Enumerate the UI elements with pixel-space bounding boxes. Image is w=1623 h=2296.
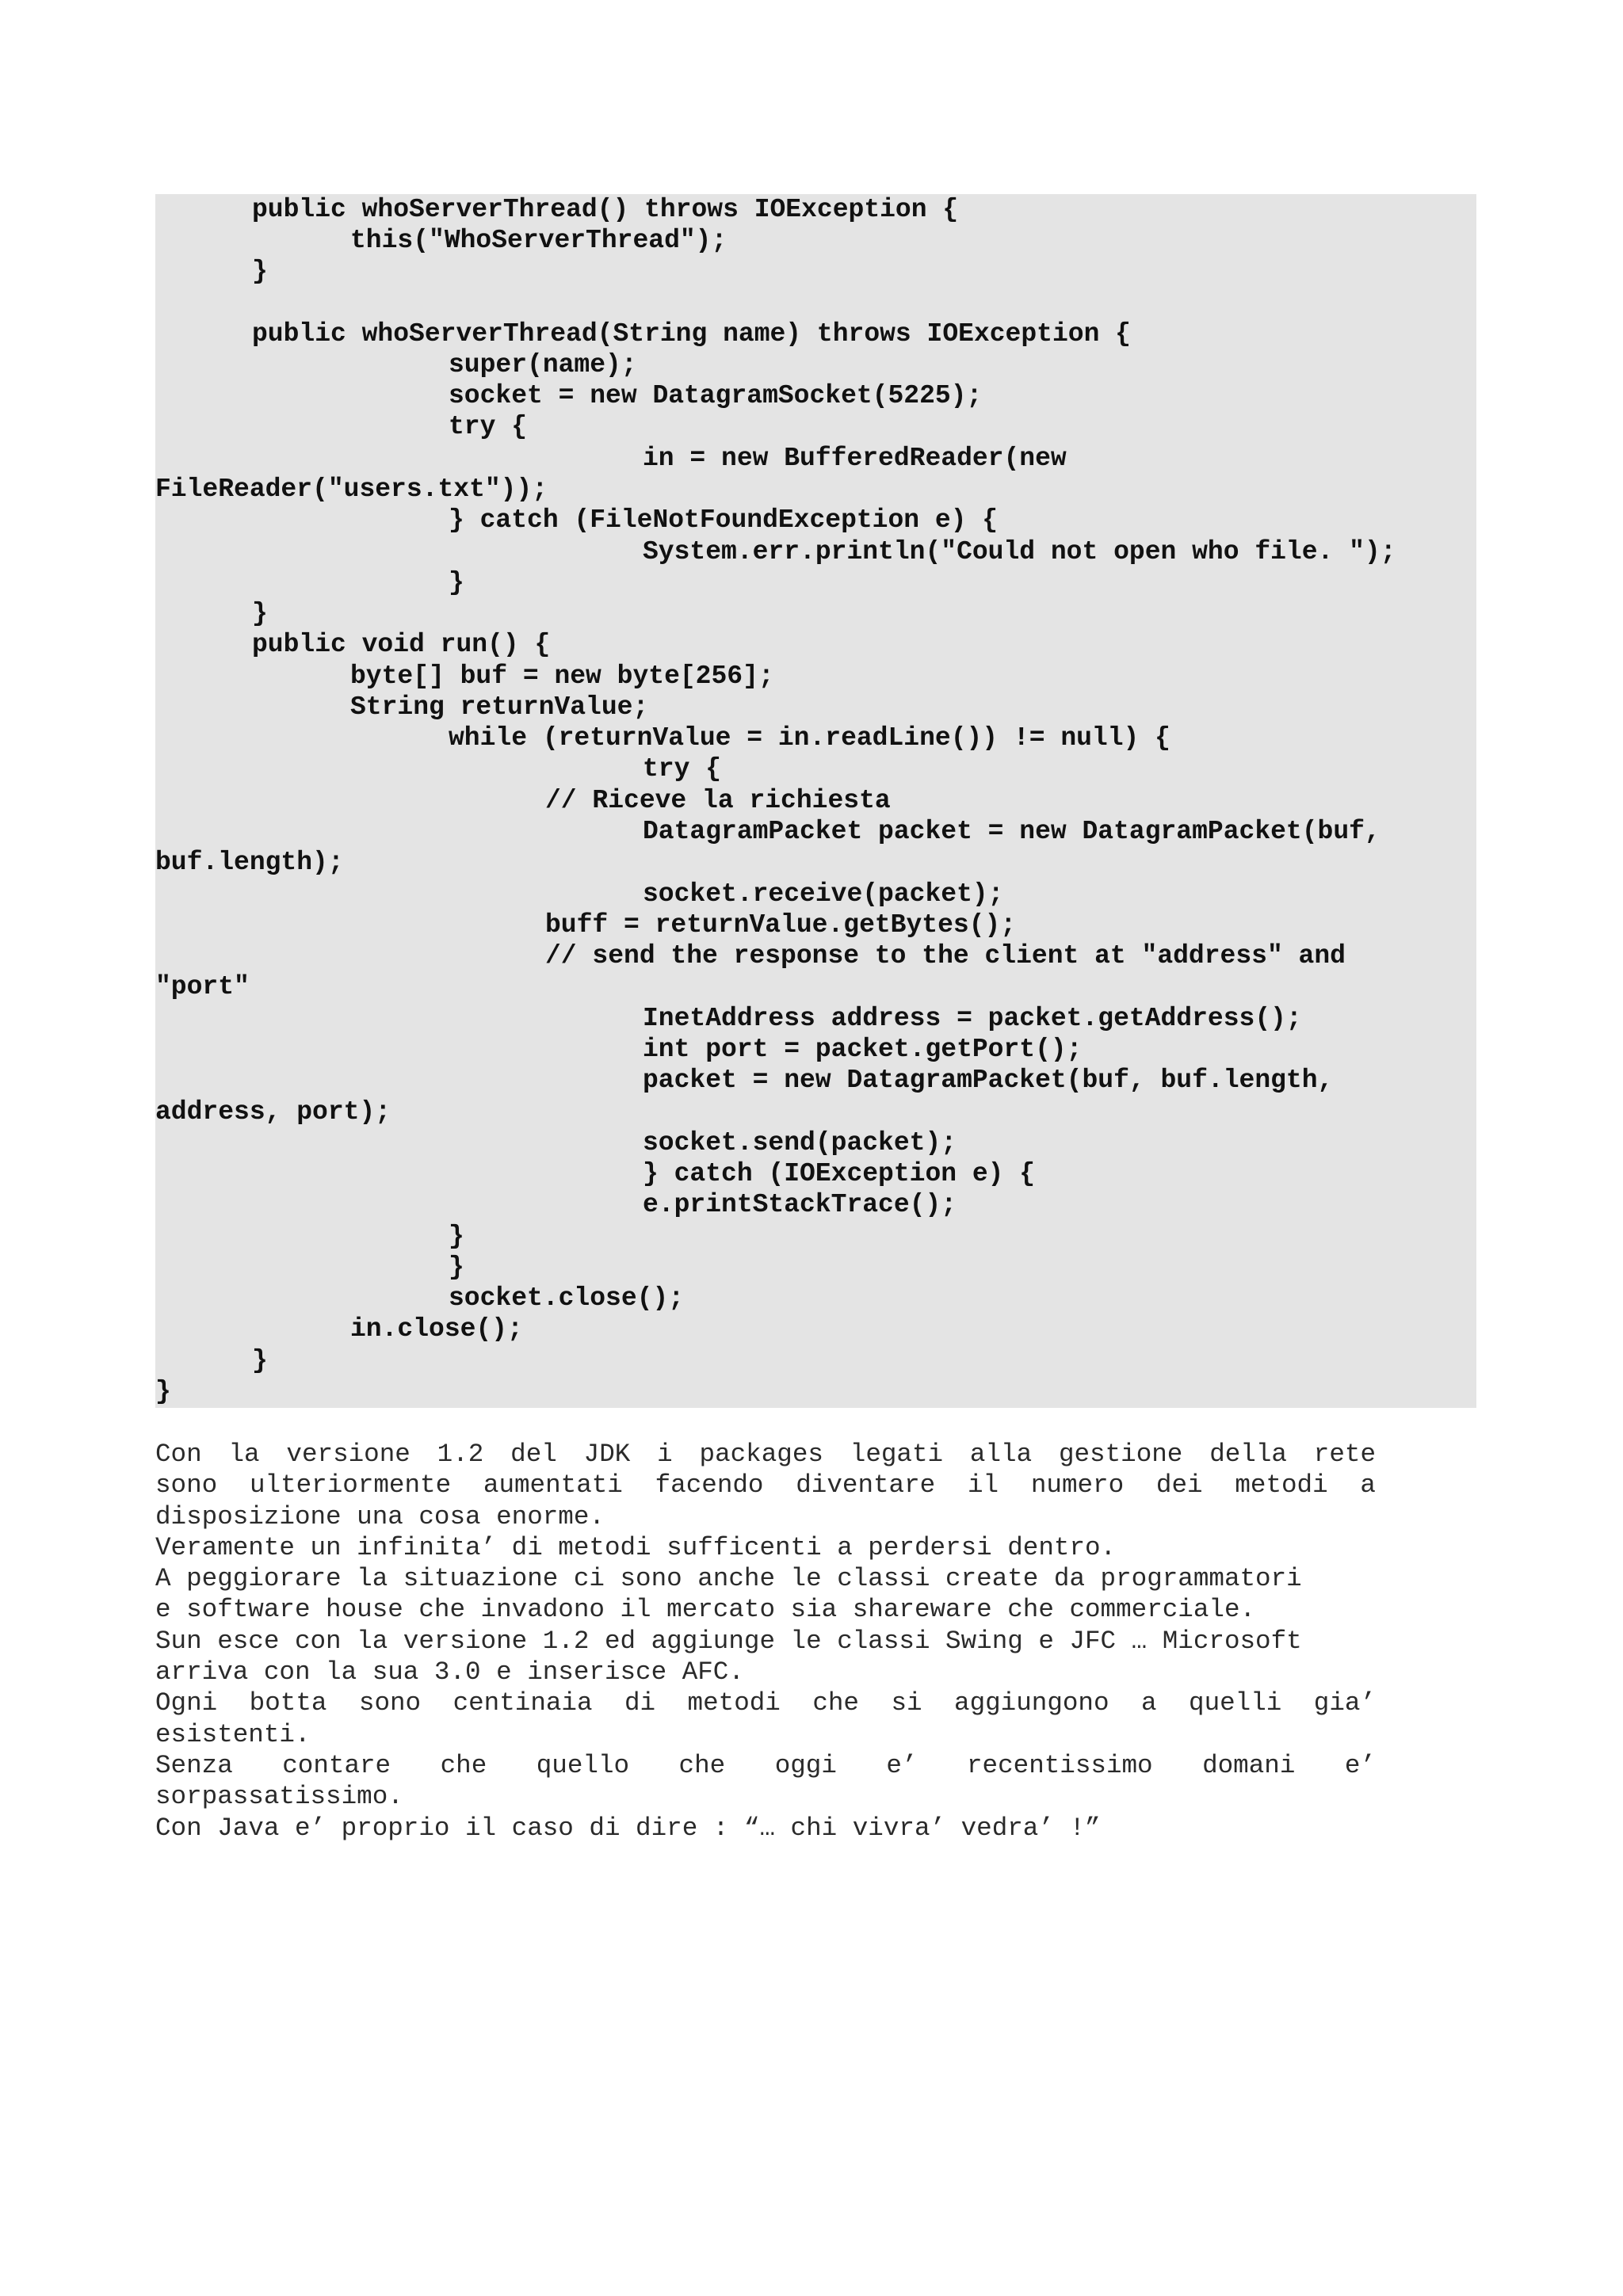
paragraph-line: Ogni botta sono centinaia di metodi che si aggiungono a quelli gia’ <box>155 1688 1376 1718</box>
code-line: address, port); <box>155 1097 391 1127</box>
code-block <box>155 194 1476 1408</box>
code-line: String returnValue; <box>350 692 649 722</box>
code-line: public whoServerThread(String name) throws IOException { <box>252 319 1131 349</box>
paragraph-line: Sun esce con la versione 1.2 ed aggiunge le classi Swing e JFC … Microsoft <box>155 1626 1302 1656</box>
paragraph-line: Con la versione 1.2 del JDK i packages legati alla gestione della rete <box>155 1440 1376 1469</box>
code-line: super(name); <box>449 350 637 379</box>
paragraph-line: disposizione una cosa enorme. <box>155 1501 605 1531</box>
code-line: // Riceve la richiesta <box>545 786 891 815</box>
code-line: } <box>449 568 464 597</box>
code-line: public void run() { <box>252 630 551 659</box>
code-line: } <box>252 599 268 628</box>
code-line: e.printStackTrace(); <box>643 1190 957 1219</box>
code-line: } catch (IOException e) { <box>643 1159 1036 1188</box>
code-line: } <box>252 257 268 286</box>
code-line: socket.receive(packet); <box>643 879 1004 909</box>
paragraph-line: Con Java e’ proprio il caso di dire : “… chi vivra’ vedra’ !” <box>155 1813 1101 1843</box>
code-line: buff = returnValue.getBytes(); <box>545 910 1017 940</box>
code-line: } <box>449 1253 464 1282</box>
code-line: this("WhoServerThread"); <box>350 226 727 255</box>
paragraph-line: esistenti. <box>155 1719 311 1749</box>
code-line: while (returnValue = in.readLine()) != null) { <box>449 723 1170 753</box>
code-line: try { <box>449 412 528 441</box>
code-line: } <box>155 1377 171 1406</box>
code-line: int port = packet.getPort(); <box>643 1035 1083 1064</box>
paragraph-line: sorpassatissimo. <box>155 1782 403 1812</box>
code-line: } <box>449 1222 464 1251</box>
code-line: InetAddress address = packet.getAddress(); <box>643 1004 1302 1033</box>
code-line: byte[] buf = new byte[256]; <box>350 662 774 691</box>
code-line: // send the response to the client at "address" and <box>545 941 1346 971</box>
code-line: buf.length); <box>155 848 344 877</box>
code-line: public whoServerThread() throws IOException { <box>252 195 959 224</box>
paragraph-line: A peggiorare la situazione ci sono anche le classi create da programmatori <box>155 1564 1302 1594</box>
code-line: } <box>252 1346 268 1375</box>
code-line: System.err.println("Could not open who file. "); <box>643 537 1396 566</box>
code-line: socket.send(packet); <box>643 1128 957 1158</box>
code-line: in.close(); <box>350 1314 523 1344</box>
code-line: try { <box>643 754 722 784</box>
code-line: in = new BufferedReader(new <box>643 444 1067 473</box>
code-line: FileReader("users.txt")); <box>155 475 548 504</box>
code-line: "port" <box>155 972 250 1001</box>
paragraph-line: sono ulteriormente aumentati facendo diventare il numero dei metodi a <box>155 1470 1376 1501</box>
paragraph-line: arriva con la sua 3.0 e inserisce AFC. <box>155 1657 744 1688</box>
code-line: } catch (FileNotFoundException e) { <box>449 505 999 535</box>
paragraph-line: Senza contare che quello che oggi e’ recentissimo domani e’ <box>155 1750 1376 1780</box>
paragraph-line: Veramente un infinita’ di metodi sufficenti a perdersi dentro. <box>155 1532 1117 1562</box>
code-line: socket = new DatagramSocket(5225); <box>449 381 983 410</box>
body-text <box>155 1439 1376 1844</box>
paragraph-line: e software house che invadono il mercato sia shareware che commerciale. <box>155 1595 1256 1625</box>
code-line: DatagramPacket packet = new DatagramPacket(buf, <box>643 817 1381 846</box>
code-line: socket.close(); <box>449 1283 685 1313</box>
code-line: packet = new DatagramPacket(buf, buf.length, <box>643 1066 1334 1095</box>
